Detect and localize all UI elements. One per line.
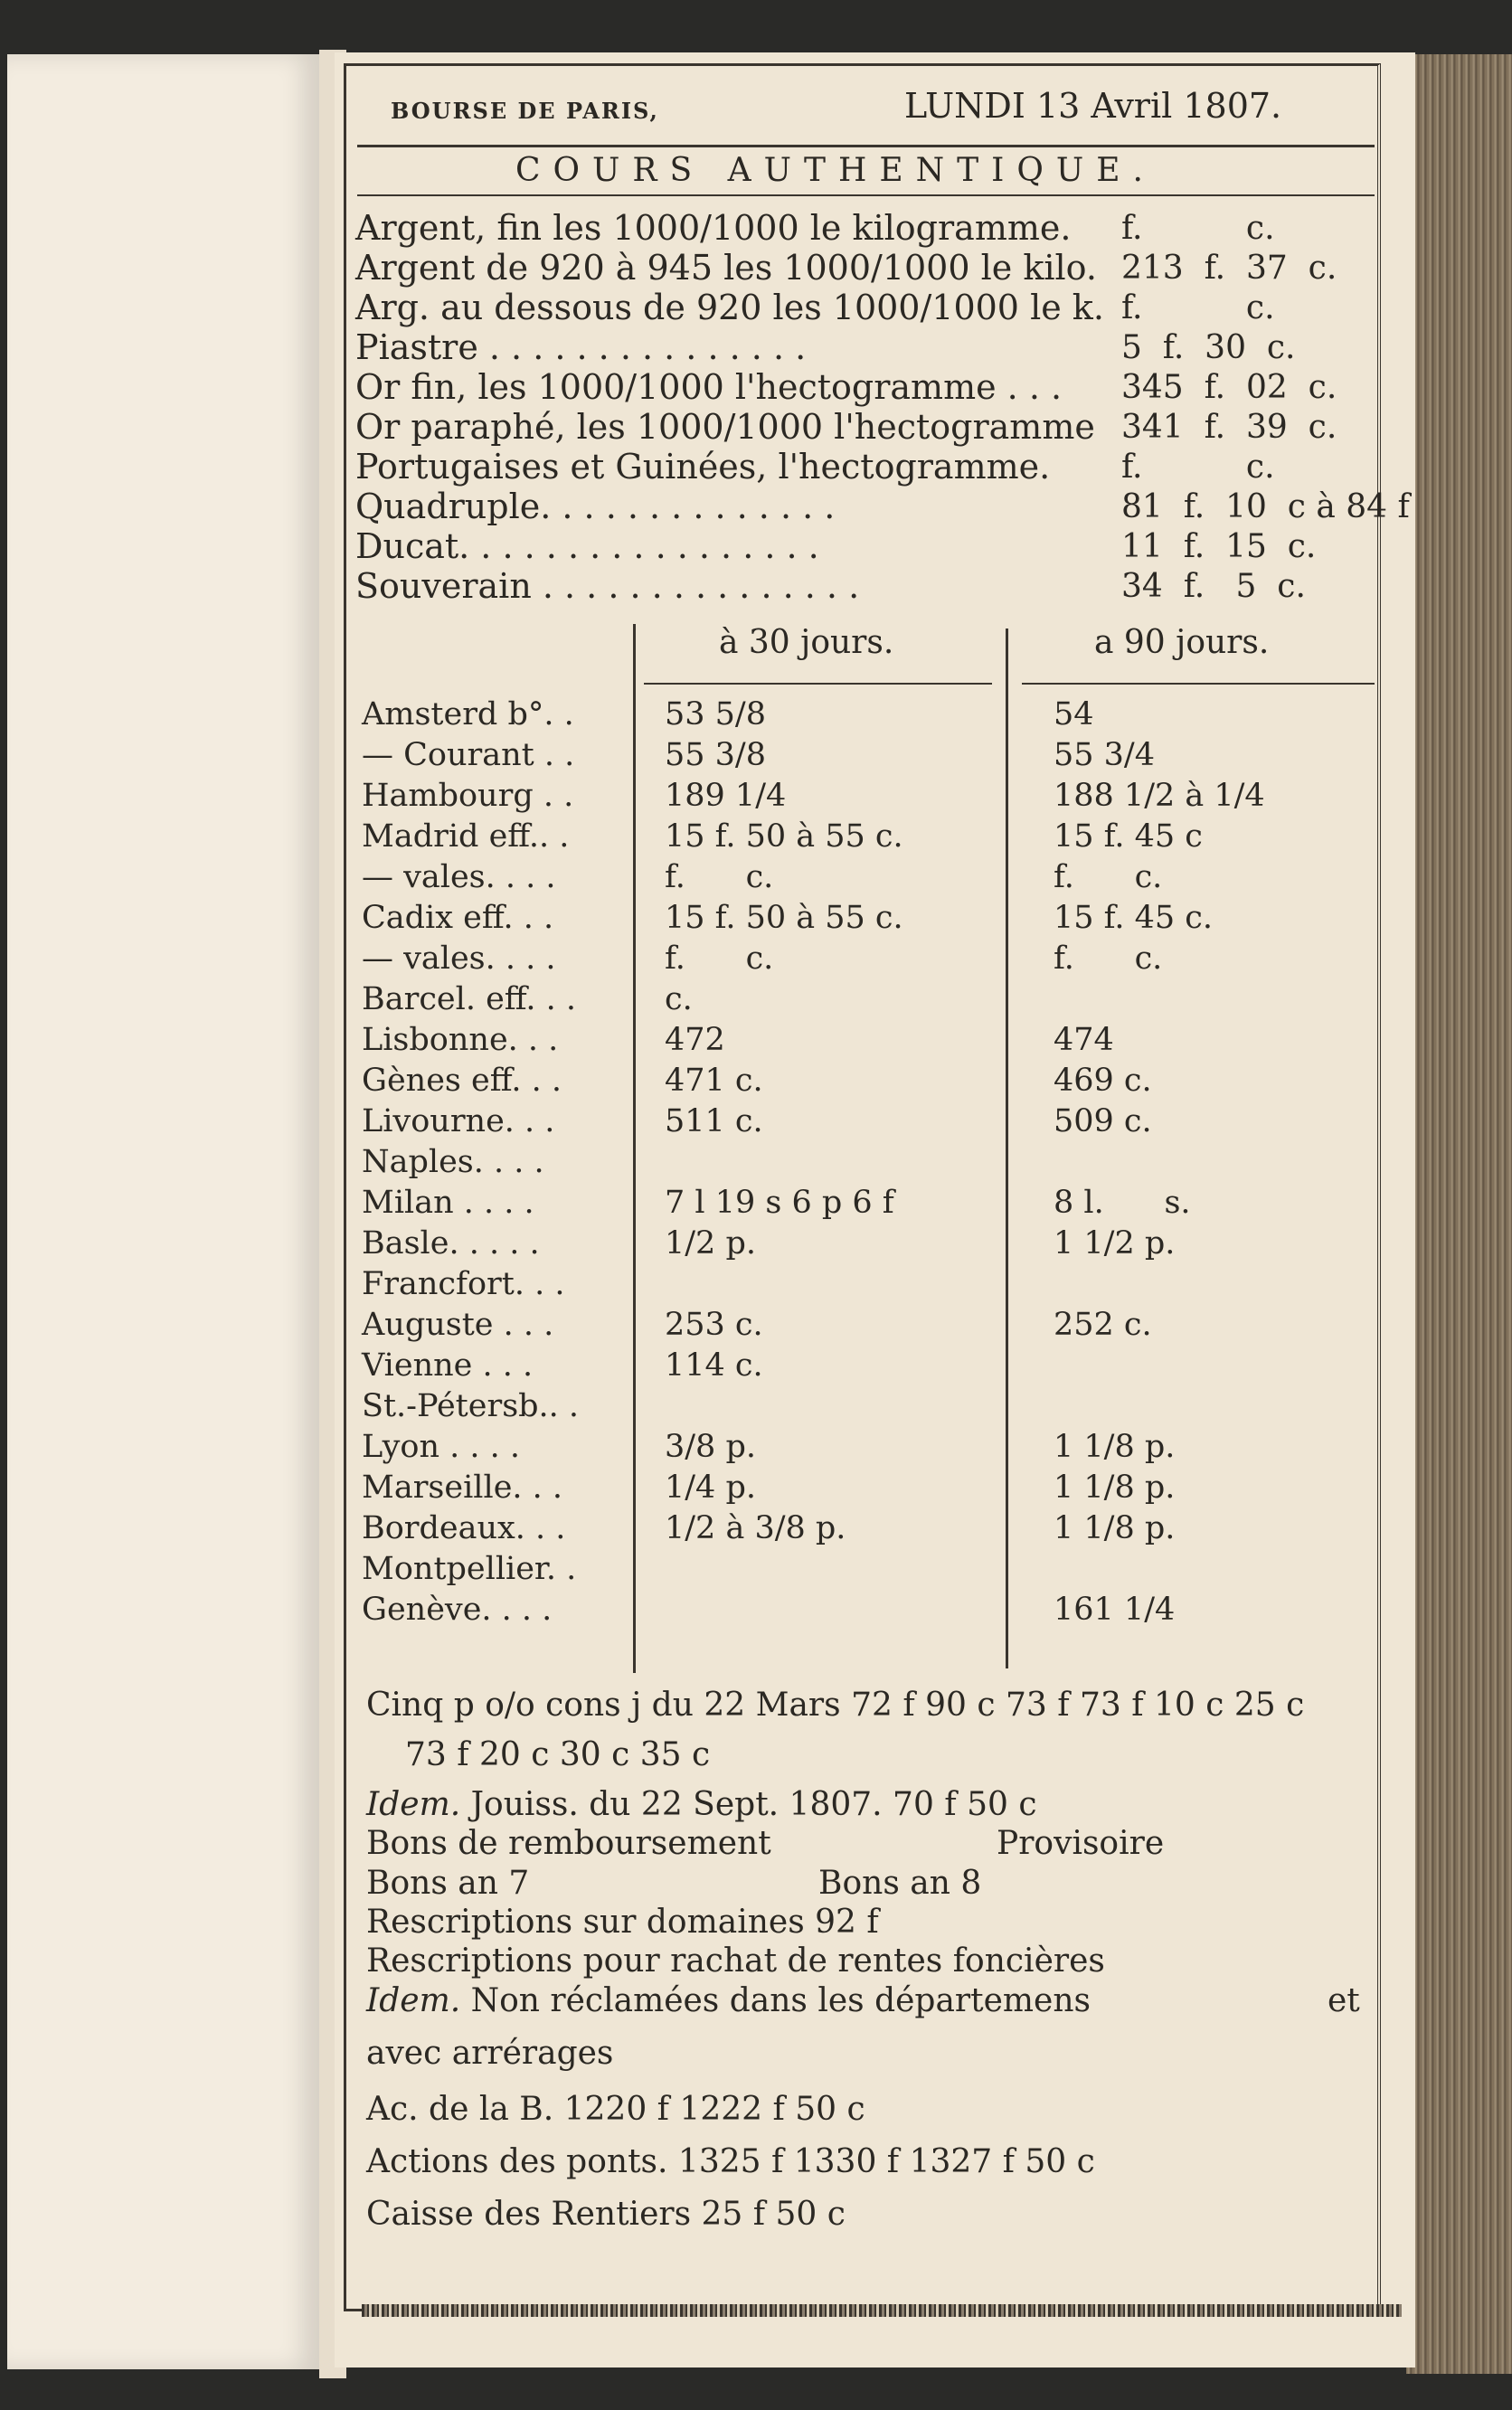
exchange-place: Hambourg . .	[362, 778, 574, 814]
rate-90-days: 8 l. s.	[1054, 1185, 1191, 1221]
idem-jouissance	[366, 1786, 1036, 1823]
exchange-place: Basle. . . . .	[362, 1225, 540, 1262]
metal-value: f. c.	[1121, 289, 1275, 326]
idem-label: Idem.	[366, 1982, 461, 2019]
rate-90-days: f. c.	[1054, 859, 1163, 895]
col-90-days-header: a 90 jours.	[1094, 624, 1270, 661]
rate-90-days: 1 1/8 p.	[1054, 1429, 1176, 1465]
metal-value: 11 f. 15 c.	[1121, 528, 1317, 565]
title-rule	[357, 194, 1375, 196]
rescriptions-domaines: Rescriptions sur domaines 92 f	[366, 1904, 879, 1941]
exchange-place: Amsterd b°. .	[362, 696, 574, 732]
actions-banque: Ac. de la B. 1220 f 1222 f 50 c	[366, 2091, 865, 2128]
rate-90-days: 1 1/8 p.	[1054, 1510, 1176, 1546]
header-date: LUNDI 13 Avril 1807.	[904, 86, 1282, 126]
cinq-pour-cent-line1: Cinq p o/o cons j du 22 Mars 72 f 90 c 73 f 73 f 10 c 25 c	[366, 1687, 1305, 1724]
metal-label: Piastre . . . . . . . . . . . . . . .	[355, 327, 807, 367]
rate-30-days: 55 3/8	[665, 737, 766, 773]
exchange-place: Madrid eff.. .	[362, 818, 570, 855]
rate-90-days: 252 c.	[1054, 1307, 1152, 1343]
rate-30-days: f. c.	[665, 940, 774, 977]
metal-label: Argent de 920 à 945 les 1000/1000 le kilo.	[355, 248, 1097, 288]
bons-remboursement: Bons de remboursement	[366, 1825, 771, 1862]
metal-value: 345 f. 02 c.	[1121, 369, 1337, 406]
rate-30-days: 1/2 à 3/8 p.	[665, 1510, 846, 1546]
exchange-place: Gènes eff. . .	[362, 1063, 562, 1099]
exchange-place: Lyon . . . .	[362, 1429, 521, 1465]
page-title: COURS AUTHENTIQUE.	[515, 152, 1156, 189]
rate-30-days: 471 c.	[665, 1063, 763, 1099]
rate-90-days: 15 f. 45 c	[1054, 818, 1203, 855]
col-90-underline	[1022, 683, 1375, 685]
idem-non-reclamees	[366, 1982, 1091, 2019]
rate-90-days: 54	[1054, 696, 1094, 732]
metal-label: Ducat. . . . . . . . . . . . . . . . .	[355, 526, 819, 566]
cinq-pour-cent-line2: 73 f 20 c 30 c 35 c	[405, 1736, 711, 1773]
rate-90-days: 188 1/2 à 1/4	[1054, 778, 1265, 814]
exchange-place: Barcel. eff. . .	[362, 981, 577, 1017]
exchange-place: Milan . . . .	[362, 1185, 534, 1221]
bottom-ornamental-rule	[362, 2304, 1402, 2317]
et-word: et	[1328, 1982, 1360, 2019]
book-page-edges	[1406, 54, 1512, 2374]
metal-value: 213 f. 37 c.	[1121, 250, 1337, 287]
avec-arrerages: avec arrérages	[366, 2035, 614, 2072]
exchange-place: Marseille. . .	[362, 1470, 563, 1506]
metal-label: Portugaises et Guinées, l'hectogramme.	[355, 447, 1051, 487]
metal-label: Souverain . . . . . . . . . . . . . . .	[355, 566, 860, 606]
exchange-place: — vales. . . .	[362, 859, 556, 895]
header-bourse: BOURSE DE PARIS,	[391, 98, 659, 124]
provisoire: Provisoire	[997, 1825, 1165, 1862]
header-rule	[357, 145, 1375, 147]
caisse-des-rentiers: Caisse des Rentiers 25 f 50 c	[366, 2196, 846, 2233]
column-divider-right	[1006, 628, 1008, 1668]
rate-30-days: 189 1/4	[665, 778, 787, 814]
rate-30-days: 1/4 p.	[665, 1470, 756, 1506]
rate-90-days: 55 3/4	[1054, 737, 1155, 773]
exchange-place: Montpellier. .	[362, 1551, 577, 1587]
col-30-underline	[644, 683, 992, 685]
rate-30-days: c.	[665, 981, 693, 1017]
rate-90-days: f. c.	[1054, 940, 1163, 977]
rate-30-days: f. c.	[665, 859, 774, 895]
idem-label: Idem.	[366, 1786, 461, 1823]
exchange-place: Bordeaux. . .	[362, 1510, 566, 1546]
metal-value: 81 f. 10 c à 84 f	[1121, 488, 1410, 525]
metal-value: f. c.	[1121, 210, 1275, 247]
idem-jouissance-text: Jouiss. du 22 Sept. 1807. 70 f 50 c	[470, 1786, 1037, 1823]
rate-30-days: 472	[665, 1022, 725, 1058]
rate-30-days: 511 c.	[665, 1103, 763, 1139]
metal-label: Or fin, les 1000/1000 l'hectogramme . . .	[355, 367, 1063, 407]
rate-30-days: 3/8 p.	[665, 1429, 756, 1465]
exchange-place: Lisbonne. . .	[362, 1022, 559, 1058]
rate-90-days: 474	[1054, 1022, 1114, 1058]
exchange-place: Livourne. . .	[362, 1103, 555, 1139]
bons-an-7: Bons an 7	[366, 1865, 530, 1902]
rate-30-days: 7 l 19 s 6 p 6 f	[665, 1185, 894, 1221]
metal-label: Or paraphé, les 1000/1000 l'hectogramme	[355, 407, 1095, 447]
exchange-place: St.-Pétersb.. .	[362, 1388, 580, 1424]
rate-90-days: 161 1/4	[1054, 1592, 1176, 1628]
rate-90-days: 15 f. 45 c.	[1054, 900, 1214, 936]
rate-90-days: 1 1/8 p.	[1054, 1470, 1176, 1506]
idem-non-reclamees-text: Non réclamées dans les départemens	[470, 1982, 1091, 2019]
rate-30-days: 15 f. 50 à 55 c.	[665, 818, 903, 855]
bons-an-8: Bons an 8	[818, 1865, 982, 1902]
rate-30-days: 53 5/8	[665, 696, 766, 732]
metal-label: Argent, fin les 1000/1000 le kilogramme.	[355, 208, 1072, 248]
exchange-place: Vienne . . .	[362, 1347, 534, 1384]
metal-value: f. c.	[1121, 449, 1275, 486]
exchange-place: — Courant . .	[362, 737, 575, 773]
rate-90-days: 469 c.	[1054, 1063, 1152, 1099]
rate-90-days: 509 c.	[1054, 1103, 1152, 1139]
exchange-place: — vales. . . .	[362, 940, 556, 977]
exchange-place: Cadix eff. . .	[362, 900, 554, 936]
metal-value: 5 f. 30 c.	[1121, 329, 1296, 366]
rate-30-days: 114 c.	[665, 1347, 763, 1384]
exchange-place: Auguste . . .	[362, 1307, 554, 1343]
exchange-place: Francfort. . .	[362, 1266, 565, 1302]
actions-des-ponts: Actions des ponts. 1325 f 1330 f 1327 f 50 c	[366, 2143, 1095, 2180]
metal-label: Arg. au dessous de 920 les 1000/1000 le k.	[355, 288, 1104, 327]
exchange-place: Genève. . . .	[362, 1592, 553, 1628]
column-divider-left	[633, 624, 636, 1673]
rate-30-days: 253 c.	[665, 1307, 763, 1343]
left-blank-page	[7, 54, 319, 2369]
metal-value: 34 f. 5 c.	[1121, 568, 1306, 605]
rescriptions-rachat: Rescriptions pour rachat de rentes foncières	[366, 1942, 1105, 1980]
rate-30-days: 15 f. 50 à 55 c.	[665, 900, 903, 936]
rate-90-days: 1 1/2 p.	[1054, 1225, 1176, 1262]
metal-value: 341 f. 39 c.	[1121, 409, 1337, 446]
rate-30-days: 1/2 p.	[665, 1225, 756, 1262]
metal-label: Quadruple. . . . . . . . . . . . . .	[355, 487, 836, 526]
col-30-days-header: à 30 jours.	[719, 624, 894, 661]
exchange-place: Naples. . . .	[362, 1144, 544, 1180]
